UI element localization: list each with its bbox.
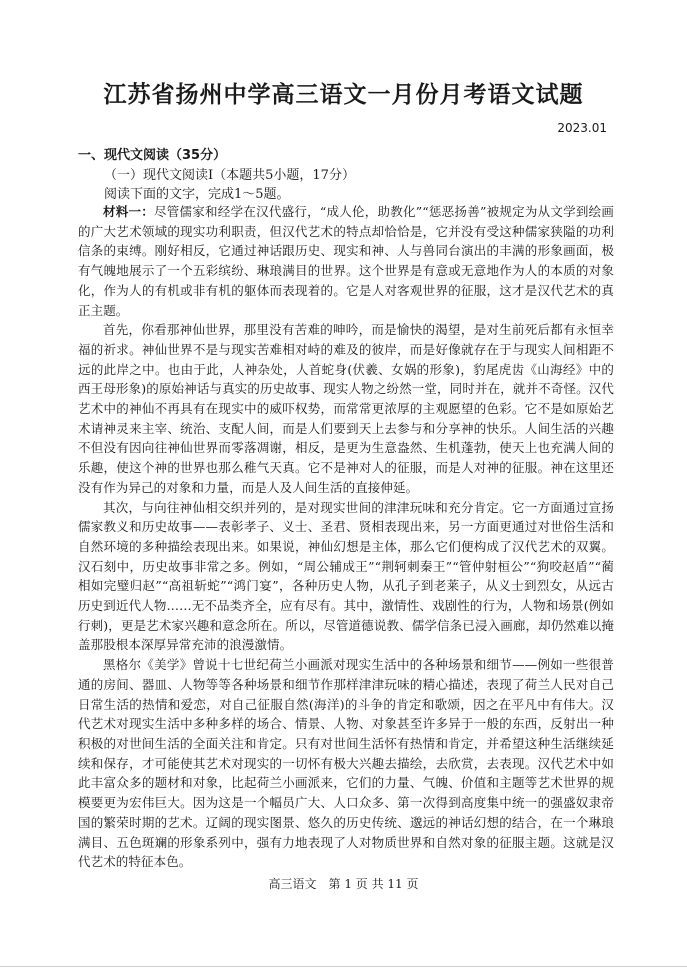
article-body <box>78 202 614 872</box>
page-footer: 高三语文 第 1 页 共 11 页 <box>268 877 419 891</box>
subsection-heading: （一）现代文阅读Ⅰ（本题共5小题，17分） <box>104 168 355 183</box>
page-title: 江苏省扬州中学高三语文一月份月考语文试题 <box>103 82 584 108</box>
paragraph-1 <box>78 202 614 320</box>
paragraph-3: 其次，与向往神仙相交织并列的，是对现实世间的津津玩味和充分肯定。它一方面通过宣扬儒家教义和历史故事——表彰孝子、义士、圣君、贤相表现出来，另一方面更通过对世俗生活和自然环境的多种描绘表现出来。如果说，神仙幻想是主体，那么它们便构成了汉代艺术的双翼。汉石刻中，历史故事非常之多。例如，“周公辅成王”“荆轲刺秦王”“管仲射桓公”“狗咬赵盾”“蔺相如完璧归赵”“高祖斩蛇”“鸿门宴”，各种历史人物，从孔子到老莱子，从义士到烈女，从远古历史到近代人物……无不品类齐全，应有尽有。其中，激情性、戏剧性的行为，人物和场景(例如行刺)，更是艺术家兴趣和意念所在。所以，尽管道德说教、儒学信条已浸入画廊，却仍然难以掩盖那股根本深厚异常充沛的浪漫激情。 <box>78 499 614 653</box>
paragraph-2: 首先，你看那神仙世界，那里没有苦难的呻吟，而是愉快的渴望，是对生前死后都有永恒幸福的祈求。神仙世界不是与现实苦难相对峙的难及的彼岸，而是好像就存在于与现实人间相距不远的此岸之中。也由于此，人神杂处，人首蛇身(伏羲、女娲的形象)，豹尾虎齿《山海经》中的西王母形象)的原始神话与真实的历史故事、现实人物之纷然一堂，同时并在，就并不奇怪。汉代艺术中的神仙不再具有在现实中的威吓权势，而常常更浓厚的主观愿望的色彩。它不是如原始艺术请神灵来主宰、统治、支配人间，而是人们要到天上去参与和分享神的快乐。人间生活的兴趣不但没有因向往神仙世界而零落凋谢，相反，是更为生意盎然、生机蓬勃，使天上也充满人间的乐趣，使这个神的世界也那么稚气天真。它不是神对人的征服，而是人对神的征服。神在这里还没有作为异己的对象和力量，而是人及人间生活的直接伸延。 <box>78 322 614 495</box>
instruction-text: 阅读下面的文字，完成1～5题。 <box>104 187 290 202</box>
page-bottom-divider <box>0 966 687 967</box>
material-label: 材料一： <box>103 204 155 219</box>
section-heading: 一、现代文阅读（35分） <box>78 148 227 163</box>
exam-date: 2023.01 <box>557 121 607 135</box>
paragraph-4: 黑格尔《美学》曾说十七世纪荷兰小画派对现实生活中的各种场景和细节——例如一些很普通的房间、器皿、人物等等各种场景和细节作那样津津玩味的精心描述，表现了荷兰人民对自己日常生活的热情和爱恋，对自己征服自然(海洋)的斗争的肯定和歌颂，因之在平凡中有伟大。汉代艺术对现实生活中多种多样的场合、情景、人物、对象甚至许多异于一般的东西，反射出一种积极的对世间生活的全面关注和肯定。只有对世间生活怀有热情和肯定，并希望这种生活继续延续和保存，才可能使其艺术对现实的一切怀有极大兴趣去描绘，去欣赏，去表现。汉代艺术中如此丰富众多的题材和对象，比起荷兰小画派来，它们的力量、气魄、价值和主题等艺术世界的规模要更为宏伟巨大。因为这是一个幅员广大、人口众多、第一次得到高度集中统一的强盛奴隶帝国的繁荣时期的艺术。辽阔的现实图景、悠久的历史传统、邈远的神话幻想的结合，在一个琳琅满目、五色斑斓的形象系列中，强有力地表现了人对物质世界和自然对象的征服主题。这就是汉代艺术的特征本色。 <box>78 657 614 870</box>
paragraph-1-text: 尽管儒家和经学在汉代盛行，“成人伦，助教化”“惩恶扬善”被规定为从文学到绘画的广大艺术领域的现实功利职责，但汉代艺术的特点却恰恰是，它并没有受这种儒家狭隘的功利信条的束缚。刚好相反，它通过神话跟历史、现实和神、人与兽同台演出的丰满的形象画面，极有气魄地展示了一个五彩缤纷、琳琅满目的世界。这个世界是有意或无意地作为人的本质的对象化，作为人的有机或非有机的躯体而表现着的。它是人对客观世界的征服，这才是汉代艺术的真正主题。 <box>78 204 614 318</box>
